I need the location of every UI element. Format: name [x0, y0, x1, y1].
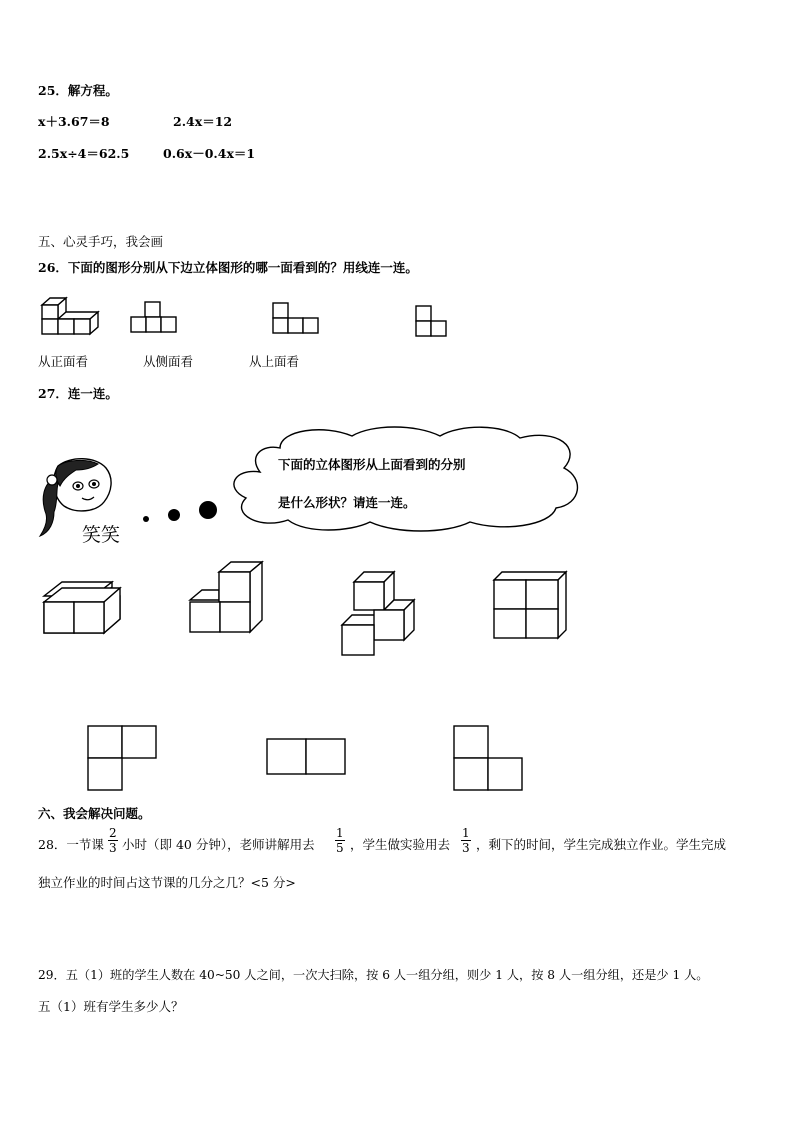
q26-view-c	[415, 304, 449, 340]
thought-bubble-dots	[140, 498, 220, 526]
q26-view-b	[272, 302, 320, 336]
fraction-denominator: 5	[336, 841, 344, 855]
q26-view-a	[130, 300, 178, 336]
q25-equation-3: 2.5x÷4＝62.5	[38, 146, 130, 161]
q27-solid-3	[340, 570, 416, 658]
q27-solid-1	[42, 578, 124, 636]
q28-text-4: ，剩下的时间，学生完成独立作业。学生完成	[476, 837, 727, 852]
q28-text-1: 28．一节课	[38, 837, 104, 852]
bubble-text-line-2: 是什么形状？请连一连。	[278, 495, 416, 510]
q29-text-line-1: 29．五（1）班的学生人数在 40~50 人之间，一次大扫除，按 6 人一组分组，则少 1 人，按 8 人一组分组，还是少 1 人。	[38, 968, 709, 982]
q25-equation-2: 2.4x＝12	[173, 114, 233, 129]
q28-fraction-1-5	[335, 826, 345, 855]
q29-text-line-2: 五（1）班有学生多少人？	[38, 999, 184, 1014]
q25-title: 25．解方程。	[38, 83, 118, 98]
section-5-title: 五、心灵手巧，我会画	[38, 234, 164, 249]
q27-title: 27．连一连。	[38, 386, 118, 401]
q26-label-side: 从侧面看	[143, 354, 194, 369]
q25-equation-1: x＋3.67＝8	[38, 114, 110, 129]
q27-solid-2	[188, 560, 264, 634]
q28-text-3: ，学生做实验用去	[350, 837, 451, 852]
q28-fraction-2-3	[108, 826, 118, 855]
q26-title: 26．下面的图形分别从下边立体图形的哪一面看到的？用线连一连。	[38, 260, 418, 275]
section-6-title: 六、我会解决问题。	[38, 806, 151, 821]
q26-label-top: 从上面看	[249, 354, 300, 369]
q25-equation-4: 0.6x－0.4x＝1	[163, 146, 256, 161]
q28-fraction-1-3	[461, 826, 471, 855]
thought-bubble	[220, 426, 582, 534]
q28-text-line-2: 独立作业的时间占这节课的几分之几？<5 分>	[38, 875, 296, 890]
fraction-denominator: 3	[109, 841, 117, 855]
fraction-numerator: 2	[109, 826, 117, 840]
fraction-numerator: 1	[336, 826, 344, 840]
q27-solid-4	[492, 570, 570, 640]
fraction-numerator: 1	[462, 826, 470, 840]
q28-text-2: 小时（即 40 分钟），老师讲解用去	[122, 837, 315, 852]
q26-label-front: 从正面看	[38, 354, 89, 369]
bubble-text-line-1: 下面的立体图形从上面看到的分别	[278, 457, 466, 472]
q26-solid-figure	[38, 295, 104, 337]
q27-view-3	[452, 724, 526, 792]
fraction-denominator: 3	[462, 841, 470, 855]
q27-view-2	[265, 737, 347, 777]
girl-label: 笑笑	[82, 524, 121, 546]
q27-view-1	[86, 724, 158, 792]
